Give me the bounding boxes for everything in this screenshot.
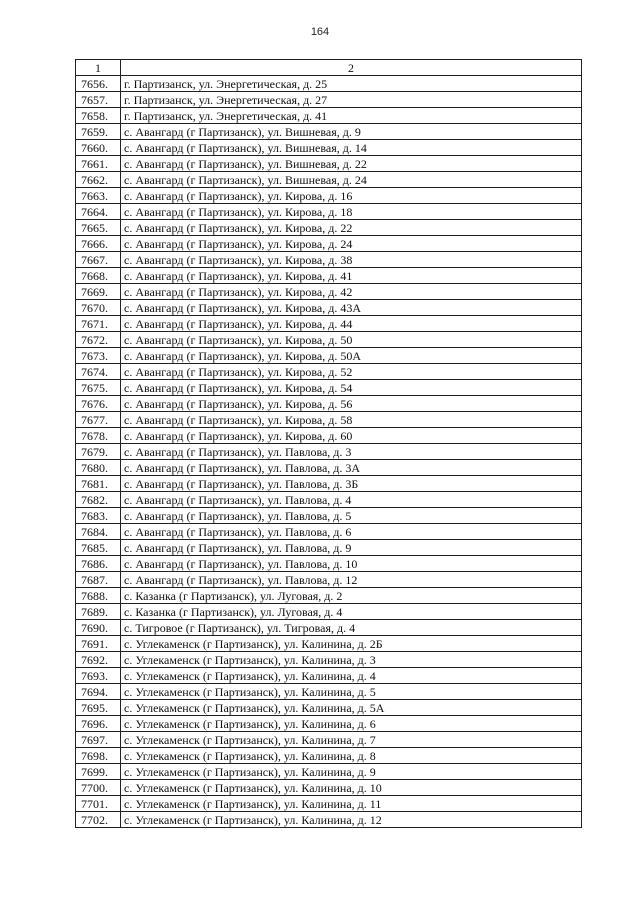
address-cell: с. Авангард (г Партизанск), ул. Кирова, д. 41 (121, 268, 582, 284)
table-row (76, 748, 582, 764)
table-row (76, 796, 582, 812)
address-cell: с. Авангард (г Партизанск), ул. Кирова, д. 42 (121, 284, 582, 300)
address-cell: с. Авангард (г Партизанск), ул. Павлова, д. 4 (121, 492, 582, 508)
row-number-cell: 7701. (76, 796, 121, 812)
address-cell: с. Авангард (г Партизанск), ул. Кирова, д. 58 (121, 412, 582, 428)
table-row (76, 444, 582, 460)
row-number-cell: 7674. (76, 364, 121, 380)
table-row (76, 508, 582, 524)
column-header-address: 2 (121, 60, 582, 76)
address-cell: с. Углекаменск (г Партизанск), ул. Калинина, д. 12 (121, 812, 582, 828)
row-number-cell: 7666. (76, 236, 121, 252)
row-number-cell: 7680. (76, 460, 121, 476)
address-cell: с. Авангард (г Партизанск), ул. Павлова, д. 9 (121, 540, 582, 556)
table-row (76, 556, 582, 572)
table-row (76, 604, 582, 620)
table-row (76, 476, 582, 492)
row-number-cell: 7696. (76, 716, 121, 732)
row-number-cell: 7667. (76, 252, 121, 268)
table-row (76, 204, 582, 220)
address-cell: с. Авангард (г Партизанск), ул. Павлова, д. 12 (121, 572, 582, 588)
row-number-cell: 7658. (76, 108, 121, 124)
address-cell: с. Углекаменск (г Партизанск), ул. Калинина, д. 9 (121, 764, 582, 780)
table-row (76, 636, 582, 652)
address-cell: с. Углекаменск (г Партизанск), ул. Калинина, д. 10 (121, 780, 582, 796)
table-row (76, 364, 582, 380)
row-number-cell: 7671. (76, 316, 121, 332)
table-row (76, 172, 582, 188)
address-cell: с. Авангард (г Партизанск), ул. Павлова, д. 5 (121, 508, 582, 524)
table-row (76, 380, 582, 396)
row-number-cell: 7664. (76, 204, 121, 220)
row-number-cell: 7699. (76, 764, 121, 780)
table-row (76, 812, 582, 828)
row-number-cell: 7685. (76, 540, 121, 556)
address-cell: с. Авангард (г Партизанск), ул. Кирова, д. 60 (121, 428, 582, 444)
table-row (76, 764, 582, 780)
address-cell: с. Углекаменск (г Партизанск), ул. Калинина, д. 3 (121, 652, 582, 668)
row-number-cell: 7677. (76, 412, 121, 428)
row-number-cell: 7687. (76, 572, 121, 588)
table-row (76, 684, 582, 700)
row-number-cell: 7688. (76, 588, 121, 604)
address-cell: с. Углекаменск (г Партизанск), ул. Калинина, д. 5 (121, 684, 582, 700)
row-number-cell: 7673. (76, 348, 121, 364)
table-header-row (76, 60, 582, 76)
table-row (76, 396, 582, 412)
table-row (76, 252, 582, 268)
address-cell: с. Авангард (г Партизанск), ул. Павлова, д. 3Б (121, 476, 582, 492)
address-cell: с. Авангард (г Партизанск), ул. Кирова, д. 52 (121, 364, 582, 380)
table-row (76, 668, 582, 684)
page-number: 164 (310, 26, 330, 38)
address-cell: с. Углекаменск (г Партизанск), ул. Калинина, д. 2Б (121, 636, 582, 652)
address-cell: с. Авангард (г Партизанск), ул. Вишневая, д. 24 (121, 172, 582, 188)
table-row (76, 268, 582, 284)
table-row (76, 316, 582, 332)
row-number-cell: 7698. (76, 748, 121, 764)
row-number-cell: 7669. (76, 284, 121, 300)
row-number-cell: 7676. (76, 396, 121, 412)
row-number-cell: 7670. (76, 300, 121, 316)
address-cell: с. Авангард (г Партизанск), ул. Кирова, д. 56 (121, 396, 582, 412)
table-row (76, 460, 582, 476)
table-row (76, 492, 582, 508)
table-row (76, 220, 582, 236)
table-row (76, 188, 582, 204)
table-row (76, 332, 582, 348)
table-row (76, 156, 582, 172)
row-number-cell: 7694. (76, 684, 121, 700)
row-number-cell: 7661. (76, 156, 121, 172)
table-row (76, 76, 582, 92)
table-row (76, 300, 582, 316)
table-row (76, 732, 582, 748)
table-row (76, 652, 582, 668)
table-row (76, 428, 582, 444)
row-number-cell: 7679. (76, 444, 121, 460)
address-cell: с. Авангард (г Партизанск), ул. Вишневая, д. 9 (121, 124, 582, 140)
address-cell: с. Углекаменск (г Партизанск), ул. Калинина, д. 6 (121, 716, 582, 732)
row-number-cell: 7700. (76, 780, 121, 796)
address-cell: г. Партизанск, ул. Энергетическая, д. 27 (121, 92, 582, 108)
address-cell: с. Углекаменск (г Партизанск), ул. Калинина, д. 11 (121, 796, 582, 812)
address-cell: с. Авангард (г Партизанск), ул. Кирова, д. 54 (121, 380, 582, 396)
address-cell: с. Углекаменск (г Партизанск), ул. Калинина, д. 8 (121, 748, 582, 764)
address-cell: с. Углекаменск (г Партизанск), ул. Калинина, д. 5А (121, 700, 582, 716)
row-number-cell: 7663. (76, 188, 121, 204)
address-cell: с. Авангард (г Партизанск), ул. Кирова, д. 22 (121, 220, 582, 236)
row-number-cell: 7657. (76, 92, 121, 108)
table-row (76, 236, 582, 252)
row-number-cell: 7695. (76, 700, 121, 716)
row-number-cell: 7675. (76, 380, 121, 396)
address-cell: с. Авангард (г Партизанск), ул. Кирова, д. 50 (121, 332, 582, 348)
table-row (76, 572, 582, 588)
address-cell: с. Авангард (г Партизанск), ул. Кирова, д. 18 (121, 204, 582, 220)
row-number-cell: 7678. (76, 428, 121, 444)
table-row (76, 780, 582, 796)
address-cell: с. Авангард (г Партизанск), ул. Кирова, д. 44 (121, 316, 582, 332)
address-cell: с. Авангард (г Партизанск), ул. Кирова, д. 16 (121, 188, 582, 204)
table-row (76, 588, 582, 604)
address-cell: с. Авангард (г Партизанск), ул. Павлова, д. 6 (121, 524, 582, 540)
table-row (76, 92, 582, 108)
row-number-cell: 7691. (76, 636, 121, 652)
row-number-cell: 7681. (76, 476, 121, 492)
address-cell: с. Авангард (г Партизанск), ул. Павлова, д. 10 (121, 556, 582, 572)
row-number-cell: 7683. (76, 508, 121, 524)
address-cell: с. Авангард (г Партизанск), ул. Вишневая, д. 22 (121, 156, 582, 172)
row-number-cell: 7692. (76, 652, 121, 668)
table-row (76, 124, 582, 140)
row-number-cell: 7697. (76, 732, 121, 748)
row-number-cell: 7690. (76, 620, 121, 636)
address-cell: с. Авангард (г Партизанск), ул. Вишневая, д. 14 (121, 140, 582, 156)
table-row (76, 716, 582, 732)
address-cell: с. Авангард (г Партизанск), ул. Кирова, д. 38 (121, 252, 582, 268)
row-number-cell: 7659. (76, 124, 121, 140)
table-row (76, 524, 582, 540)
address-cell: с. Авангард (г Партизанск), ул. Павлова, д. 3А (121, 460, 582, 476)
table-row (76, 540, 582, 556)
address-cell: с. Казанка (г Партизанск), ул. Луговая, д. 2 (121, 588, 582, 604)
table-row (76, 140, 582, 156)
row-number-cell: 7668. (76, 268, 121, 284)
table-row (76, 348, 582, 364)
address-cell: с. Казанка (г Партизанск), ул. Луговая, д. 4 (121, 604, 582, 620)
address-cell: с. Авангард (г Партизанск), ул. Кирова, д. 50А (121, 348, 582, 364)
row-number-cell: 7656. (76, 76, 121, 92)
row-number-cell: 7682. (76, 492, 121, 508)
row-number-cell: 7689. (76, 604, 121, 620)
address-cell: с. Авангард (г Партизанск), ул. Кирова, д. 24 (121, 236, 582, 252)
address-cell: г. Партизанск, ул. Энергетическая, д. 25 (121, 76, 582, 92)
row-number-cell: 7693. (76, 668, 121, 684)
table-body (76, 76, 582, 828)
address-cell: с. Углекаменск (г Партизанск), ул. Калинина, д. 7 (121, 732, 582, 748)
column-header-number: 1 (76, 60, 121, 76)
row-number-cell: 7672. (76, 332, 121, 348)
table-row (76, 412, 582, 428)
address-cell: с. Тигровое (г Партизанск), ул. Тигровая, д. 4 (121, 620, 582, 636)
address-cell: с. Углекаменск (г Партизанск), ул. Калинина, д. 4 (121, 668, 582, 684)
address-cell: с. Авангард (г Партизанск), ул. Павлова, д. 3 (121, 444, 582, 460)
row-number-cell: 7686. (76, 556, 121, 572)
row-number-cell: 7665. (76, 220, 121, 236)
address-cell: г. Партизанск, ул. Энергетическая, д. 41 (121, 108, 582, 124)
row-number-cell: 7660. (76, 140, 121, 156)
address-table (75, 59, 582, 828)
table-row (76, 700, 582, 716)
address-cell: с. Авангард (г Партизанск), ул. Кирова, д. 43А (121, 300, 582, 316)
row-number-cell: 7702. (76, 812, 121, 828)
table-row (76, 284, 582, 300)
row-number-cell: 7684. (76, 524, 121, 540)
table-row (76, 620, 582, 636)
table-row (76, 108, 582, 124)
row-number-cell: 7662. (76, 172, 121, 188)
